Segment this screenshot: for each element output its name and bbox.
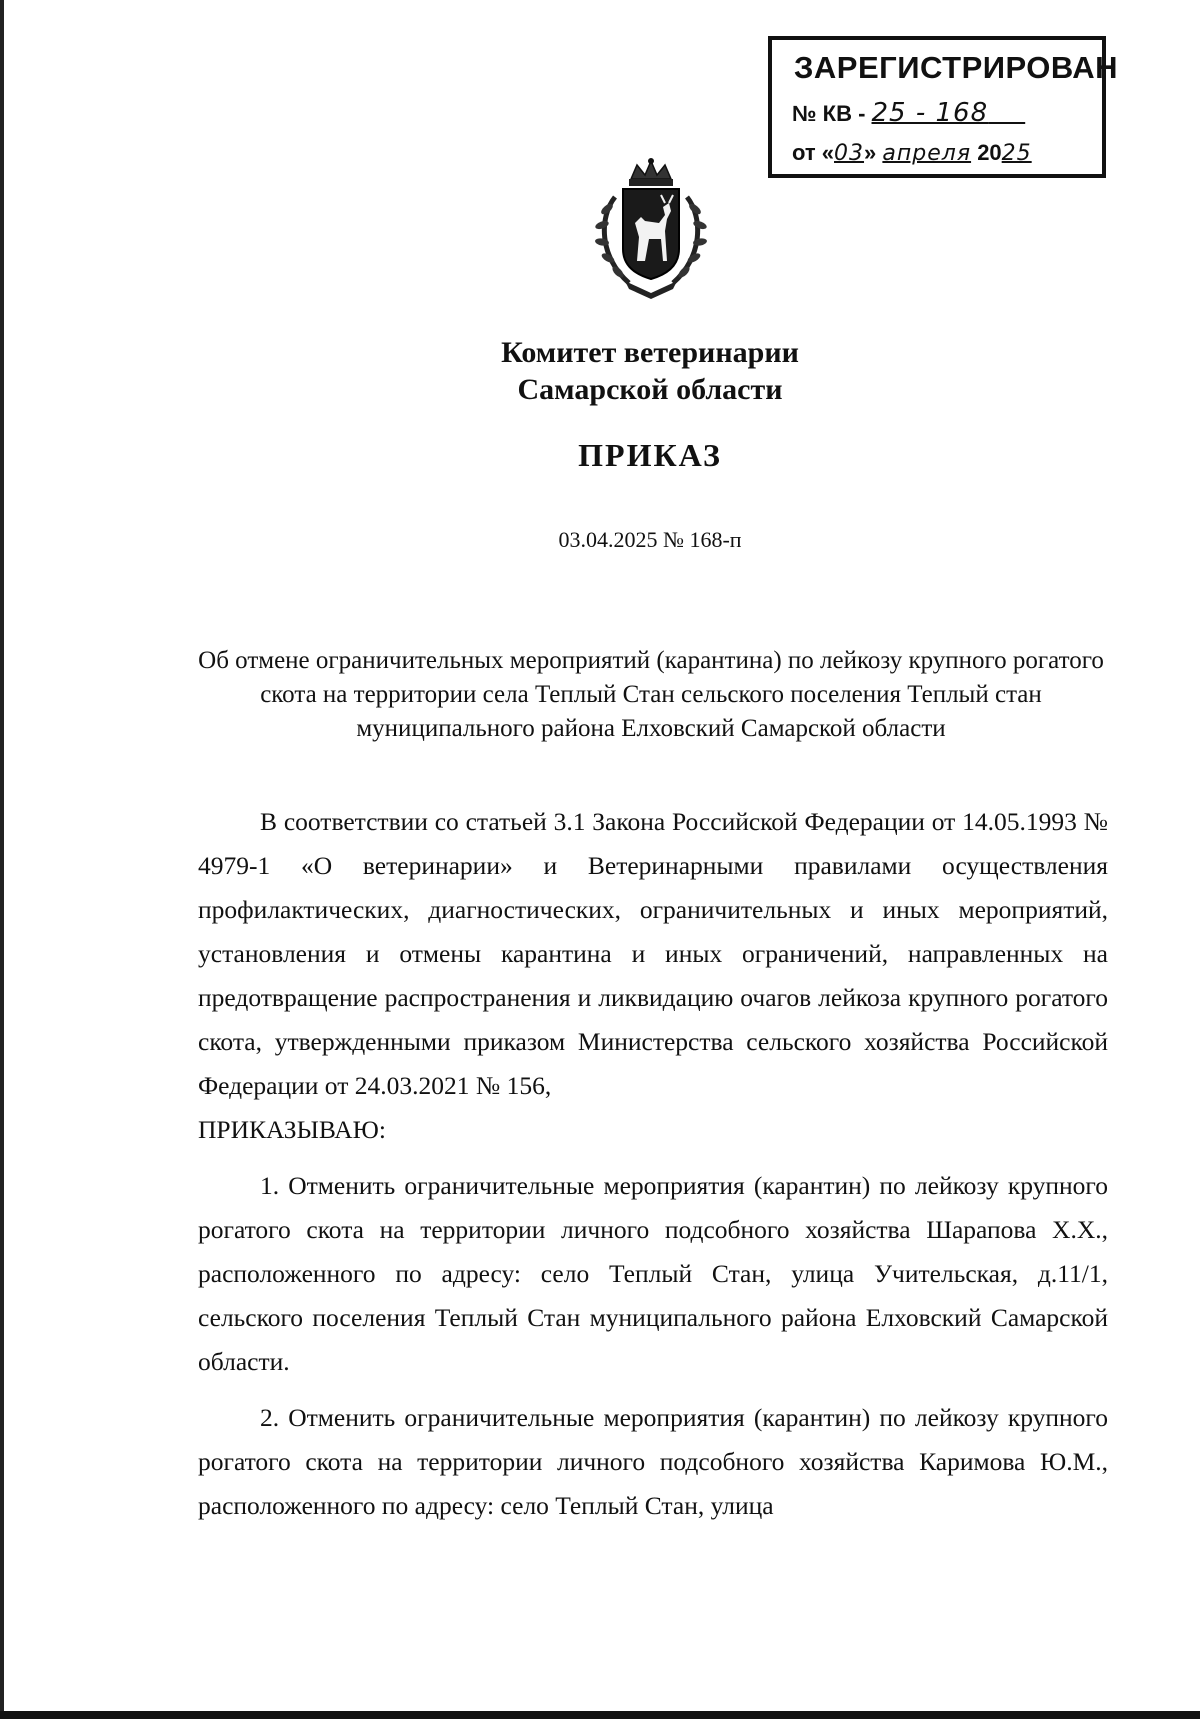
- stamp-number-underline: [988, 98, 1025, 128]
- stamp-number-row: [792, 98, 1025, 128]
- committee-name-line2: Самарской области: [517, 373, 783, 406]
- scan-bottom-edge: [0, 1711, 1200, 1719]
- stamp-date-prefix: от «: [792, 140, 835, 165]
- stamp-date-day: 03: [834, 141, 865, 166]
- order-subject: Об отмене ограничительных мероприятий (карантина) по лейкозу крупного рогатого скота на территории села Теплый Стан сельского поселения Теплый стан муниципального района Елховский Самарской области: [198, 647, 1104, 742]
- stamp-number-prefix: № КВ -: [792, 101, 866, 126]
- document-type: ПРИКАЗ: [578, 437, 722, 473]
- decree-word: ПРИКАЗЫВАЮ:: [198, 1115, 386, 1144]
- samara-coat-of-arms-icon: [585, 157, 717, 300]
- stamp-date-year-handwritten: 25: [1001, 141, 1032, 166]
- stamp-date-mid: »: [864, 140, 877, 165]
- stamp-date-year-printed: 20: [977, 140, 1002, 165]
- registration-stamp: [768, 36, 1119, 178]
- order-item-1: 1. Отменить ограничительные мероприятия (карантин) по лейкозу крупного рогатого скота на территории личного подсобного хозяйства Шарапова Х.Х., расположенного по адресу: село Теплый Стан, улица Учительская, д.11/1, сельского поселения Теплый Стан муниципального района Елховский Самарской области.: [198, 1171, 1108, 1376]
- order-date-number: 03.04.2025 № 168-п: [558, 527, 742, 552]
- stamp-number-handwritten: 25 - 168: [871, 98, 989, 128]
- scan-left-edge: [0, 0, 4, 1719]
- order-item-2: 2. Отменить ограничительные мероприятия (карантин) по лейкозу крупного рогатого скота на территории личного подсобного хозяйства Каримова Ю.М., расположенного по адресу: село Теплый Стан, улица: [198, 1403, 1108, 1520]
- order-body: [198, 800, 1108, 1528]
- stamp-date-row: [792, 140, 1032, 166]
- preamble-paragraph: В соответствии со статьей 3.1 Закона Российской Федерации от 14.05.1993 № 4979-1 «О ветеринарии» и Ветеринарными правилами осуществления профилактических, диагностических, ограничительных и иных мероприятий, установления и отмены карантина и иных ограничений, направленных на предотвращение распространения и ликвидацию очагов лейкоза крупного рогатого скота, утвержденными приказом Министерства сельского хозяйства Российской Федерации от 24.03.2021 № 156,: [198, 807, 1108, 1100]
- committee-name-line1: Комитет ветеринарии: [501, 336, 799, 369]
- stamp-title: ЗАРЕГИСТРИРОВАН: [794, 50, 1119, 85]
- stamp-date-month: апреля: [882, 141, 972, 166]
